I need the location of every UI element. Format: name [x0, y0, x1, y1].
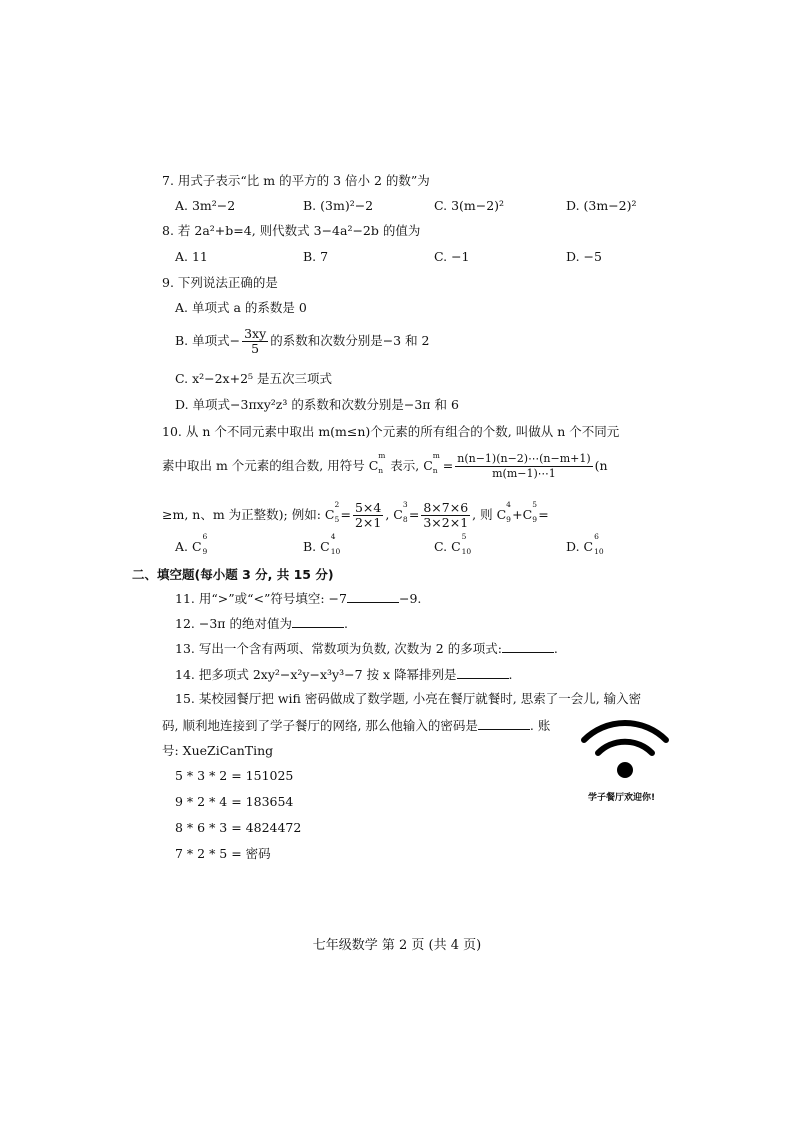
q10-formula-denominator: m(m−1)⋯1 [492, 467, 556, 480]
q11-answer-blank [347, 590, 399, 603]
wifi-sign [578, 708, 672, 804]
q15-equation-1: 5 * 3 * 2 = 151025 [175, 768, 294, 783]
section-fill-in-heading: 二、填空题(每小题 3 分, 共 15 分) [132, 567, 334, 582]
q9-option-a: A. 单项式 a 的系数是 0 [175, 300, 307, 315]
q10-line1: 10. 从 n 个不同元素中取出 m(m≤n)个元素的所有组合的个数, 叫做从 n 个不同元 [162, 424, 620, 439]
q10-line2-eq: = [438, 458, 454, 473]
q9-option-d: D. 单项式−3πxy²z³ 的系数和次数分别是−3π 和 6 [175, 397, 459, 412]
q9-b-denominator: 5 [251, 341, 260, 356]
q10-formula-numerator: n(n−1)(n−2)⋯(n−m+1) [457, 452, 591, 465]
q8-stem: 8. 若 2a²+b=4, 则代数式 3−4a²−2b 的值为 [162, 223, 421, 238]
q15-equation-2: 9 * 2 * 4 = 183654 [175, 794, 294, 809]
q8-option-a: A. 11 [175, 249, 208, 264]
example1-fraction [353, 501, 383, 530]
q9-stem: 9. 下列说法正确的是 [162, 275, 278, 290]
q9-b-suffix: 的系数和次数分别是−3 和 2 [270, 333, 430, 348]
q7-option-d: D. (3m−2)² [566, 198, 637, 213]
q10-comb-formula [455, 452, 592, 481]
q10-line2-suffix: (n [594, 458, 608, 473]
q10-line3-suffix: , 则 C [472, 507, 507, 522]
q10-option-b: B. C 4 10 [303, 532, 341, 556]
q7-stem: 7. 用式子表示“比 m 的平方的 3 倍小 2 的数”为 [162, 173, 430, 188]
q10-line3-prefix: ≥m, n、m 为正整数); 例如: C [162, 507, 335, 522]
q12-answer-blank [292, 615, 344, 628]
q10-option-c: C. C 5 10 [434, 532, 472, 556]
q9-b-fraction [242, 327, 268, 356]
page-footer: 七年级数学 第 2 页 (共 4 页) [312, 938, 482, 953]
q15-account: 号: XueZiCanTing [162, 743, 274, 758]
q14: 14. 把多项式 2xy²−x²y−x³y³−7 按 x 降幂排列是 . [175, 667, 513, 682]
q10-line2: 素中取出 m 个元素的组合数, 用符号 C m n 表示, C m n = $\frac{n(n-1)(n-2)\cdots(n-m+1)}{m(m-1)\cdots 1}$ (n [162, 451, 608, 480]
q8-option-d: D. −5 [566, 249, 602, 264]
q9-b-prefix: B. 单项式− [175, 333, 241, 348]
q15-answer-blank [478, 717, 530, 730]
q7-option-b: B. (3m)²−2 [303, 198, 374, 213]
wifi-caption: 学子餐厅欢迎你! [588, 793, 656, 803]
example2-numerator: 8×7×6 [423, 500, 469, 515]
q9-option-c: C. x²−2x+2⁵ 是五次三项式 [175, 371, 333, 386]
q9-option-b [175, 327, 430, 356]
q15-equation-4: 7 * 2 * 5 = 密码 [175, 846, 271, 861]
q13-answer-blank [502, 640, 554, 653]
q8-option-c: C. −1 [434, 249, 470, 264]
q10-line3: ≥m, n、m 为正整数); 例如: C 2 5 = $\frac{5\times 4}{2\times 1}$ , C 3 8 = $\frac{8\times 7\times 6}{3\times 2\times 1}$ , 则 C 4 9 +C 5 9 = [162, 500, 549, 530]
q10-line2-prefix: 素中取出 m 个元素的组合数, 用符号 C [162, 458, 379, 473]
wifi-icon [578, 708, 672, 788]
example1-numerator: 5×4 [354, 500, 382, 515]
q9-b-numerator: 3xy [244, 326, 267, 341]
q11: 11. 用“>”或“<”符号填空: −7 −9. [175, 591, 422, 606]
q8-option-b: B. 7 [303, 249, 329, 264]
q12: 12. −3π 的绝对值为 . [175, 616, 348, 631]
q10-option-d: D. C 6 10 [566, 532, 604, 556]
q10-option-a: A. C 6 9 [175, 532, 208, 556]
example1-denominator: 2×1 [354, 515, 382, 530]
q15-line2: 码, 顺利地连接到了学子餐厅的网络, 那么他输入的密码是 . 账 [162, 718, 551, 733]
q7-option-a: A. 3m²−2 [175, 198, 236, 213]
q13: 13. 写出一个含有两项、常数项为负数, 次数为 2 的多项式: . [175, 641, 558, 656]
example2-fraction [421, 501, 470, 530]
q15-line1: 15. 某校园餐厅把 wifi 密码做成了数学题, 小亮在餐厅就餐时, 思索了一会儿, 输入密 [175, 691, 642, 706]
q7-option-c: C. 3(m−2)² [434, 198, 505, 213]
q15-equation-3: 8 * 6 * 3 = 4824472 [175, 820, 302, 835]
q10-line2-mid: 表示, C [386, 458, 433, 473]
q14-answer-blank [457, 666, 509, 679]
example2-denominator: 3×2×1 [423, 515, 469, 530]
